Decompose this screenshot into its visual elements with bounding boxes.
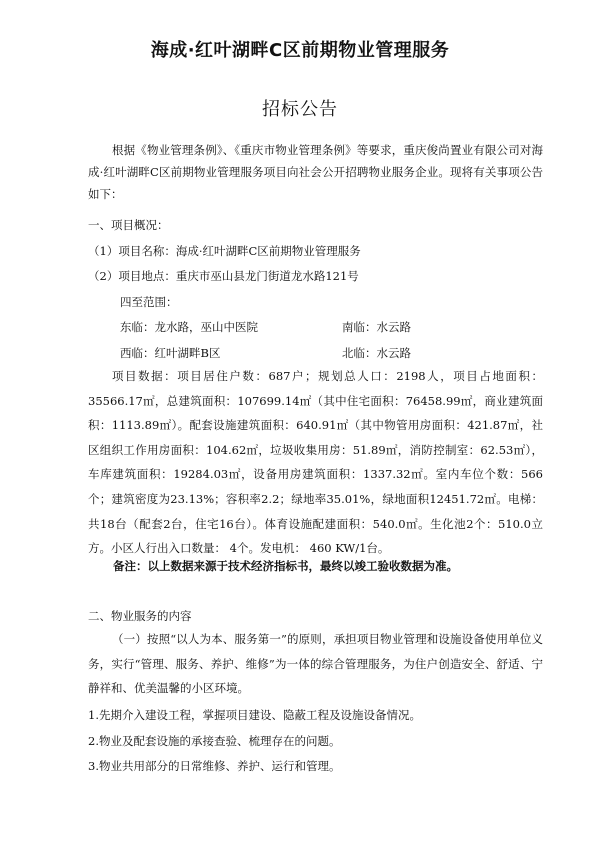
boundary-south: 南临：水云路 xyxy=(342,320,411,334)
boundary-west: 西临：红叶湖畔B区 xyxy=(120,346,221,360)
service-paragraph: （一）按照“以人为本、服务第一”的原则，承担项目物业管理和设施设备使用单位义务，实行“管理、服务、养护、维修”为一体的综合管理服务，为住户创造安全、舒适、宁静祥和、优美温馨的小区环境。 xyxy=(88,632,543,696)
project-data-paragraph: 项目数据：项目居住户数：687户；规划总人口：2198人，项目占地面积：35566.17㎡，总建筑面积：107699.14㎡（其中住宅面积：76458.99㎡，商业建筑面积：1113.89㎡）。配套设施建筑面积：640.91㎡（其中物管用房面积：421.87㎡，社区组织工作用房面积：104.62㎡，垃圾收集用房：51.89㎡，消防控制室：62.53㎡），车库建筑面积：19284.03㎡，设备用房建筑面积：1337.32㎡。室内车位个数：566个；建筑密度为23.13%；容积率2.2；绿地率35.01%，绿地面积12451.72㎡。电梯：共18台（配套2台，住宅16台）。体育设施配建面积：540.0㎡。生化池2个：510.0立方。小区人行出入口数量： 4个。发电机： 460 KW/1台。 xyxy=(88,369,543,556)
document-subtitle: 招标公告 xyxy=(262,99,338,120)
service-item-3: 3.物业共用部分的日常维修、养护、运行和管理。 xyxy=(88,759,341,773)
boundary-east: 东临：龙水路，巫山中医院 xyxy=(120,320,258,334)
document-title: 海成·红叶湖畔C区前期物业管理服务 xyxy=(150,40,450,61)
data-note: 备注：以上数据来源于技术经济指标书，最终以竣工验收数据为准。 xyxy=(113,559,458,573)
project-location-item: （2）项目地点：重庆市巫山县龙门街道龙水路121号 xyxy=(88,269,359,283)
service-item-1: 1.先期介入建设工程，掌握项目建设、隐蔽工程及设施设备情况。 xyxy=(88,708,421,722)
intro-paragraph: 根据《物业管理条例》、《重庆市物业管理条例》等要求，重庆俊尚置业有限公司对海成·红叶湖畔C区前期物业管理服务项目向社会公开招聘物业服务企业。现将有关事项公告如下： xyxy=(88,143,543,201)
section2-heading: 二、物业服务的内容 xyxy=(88,609,192,623)
boundary-north: 北临：水云路 xyxy=(342,346,411,360)
service-item-2: 2.物业及配套设施的承接查验、梳理存在的问题。 xyxy=(88,734,341,748)
project-name-item: （1）项目名称：海成·红叶湖畔C区前期物业管理服务 xyxy=(88,244,361,258)
section1-heading: 一、项目概况： xyxy=(88,218,169,232)
boundary-label: 四至范围： xyxy=(120,295,178,309)
